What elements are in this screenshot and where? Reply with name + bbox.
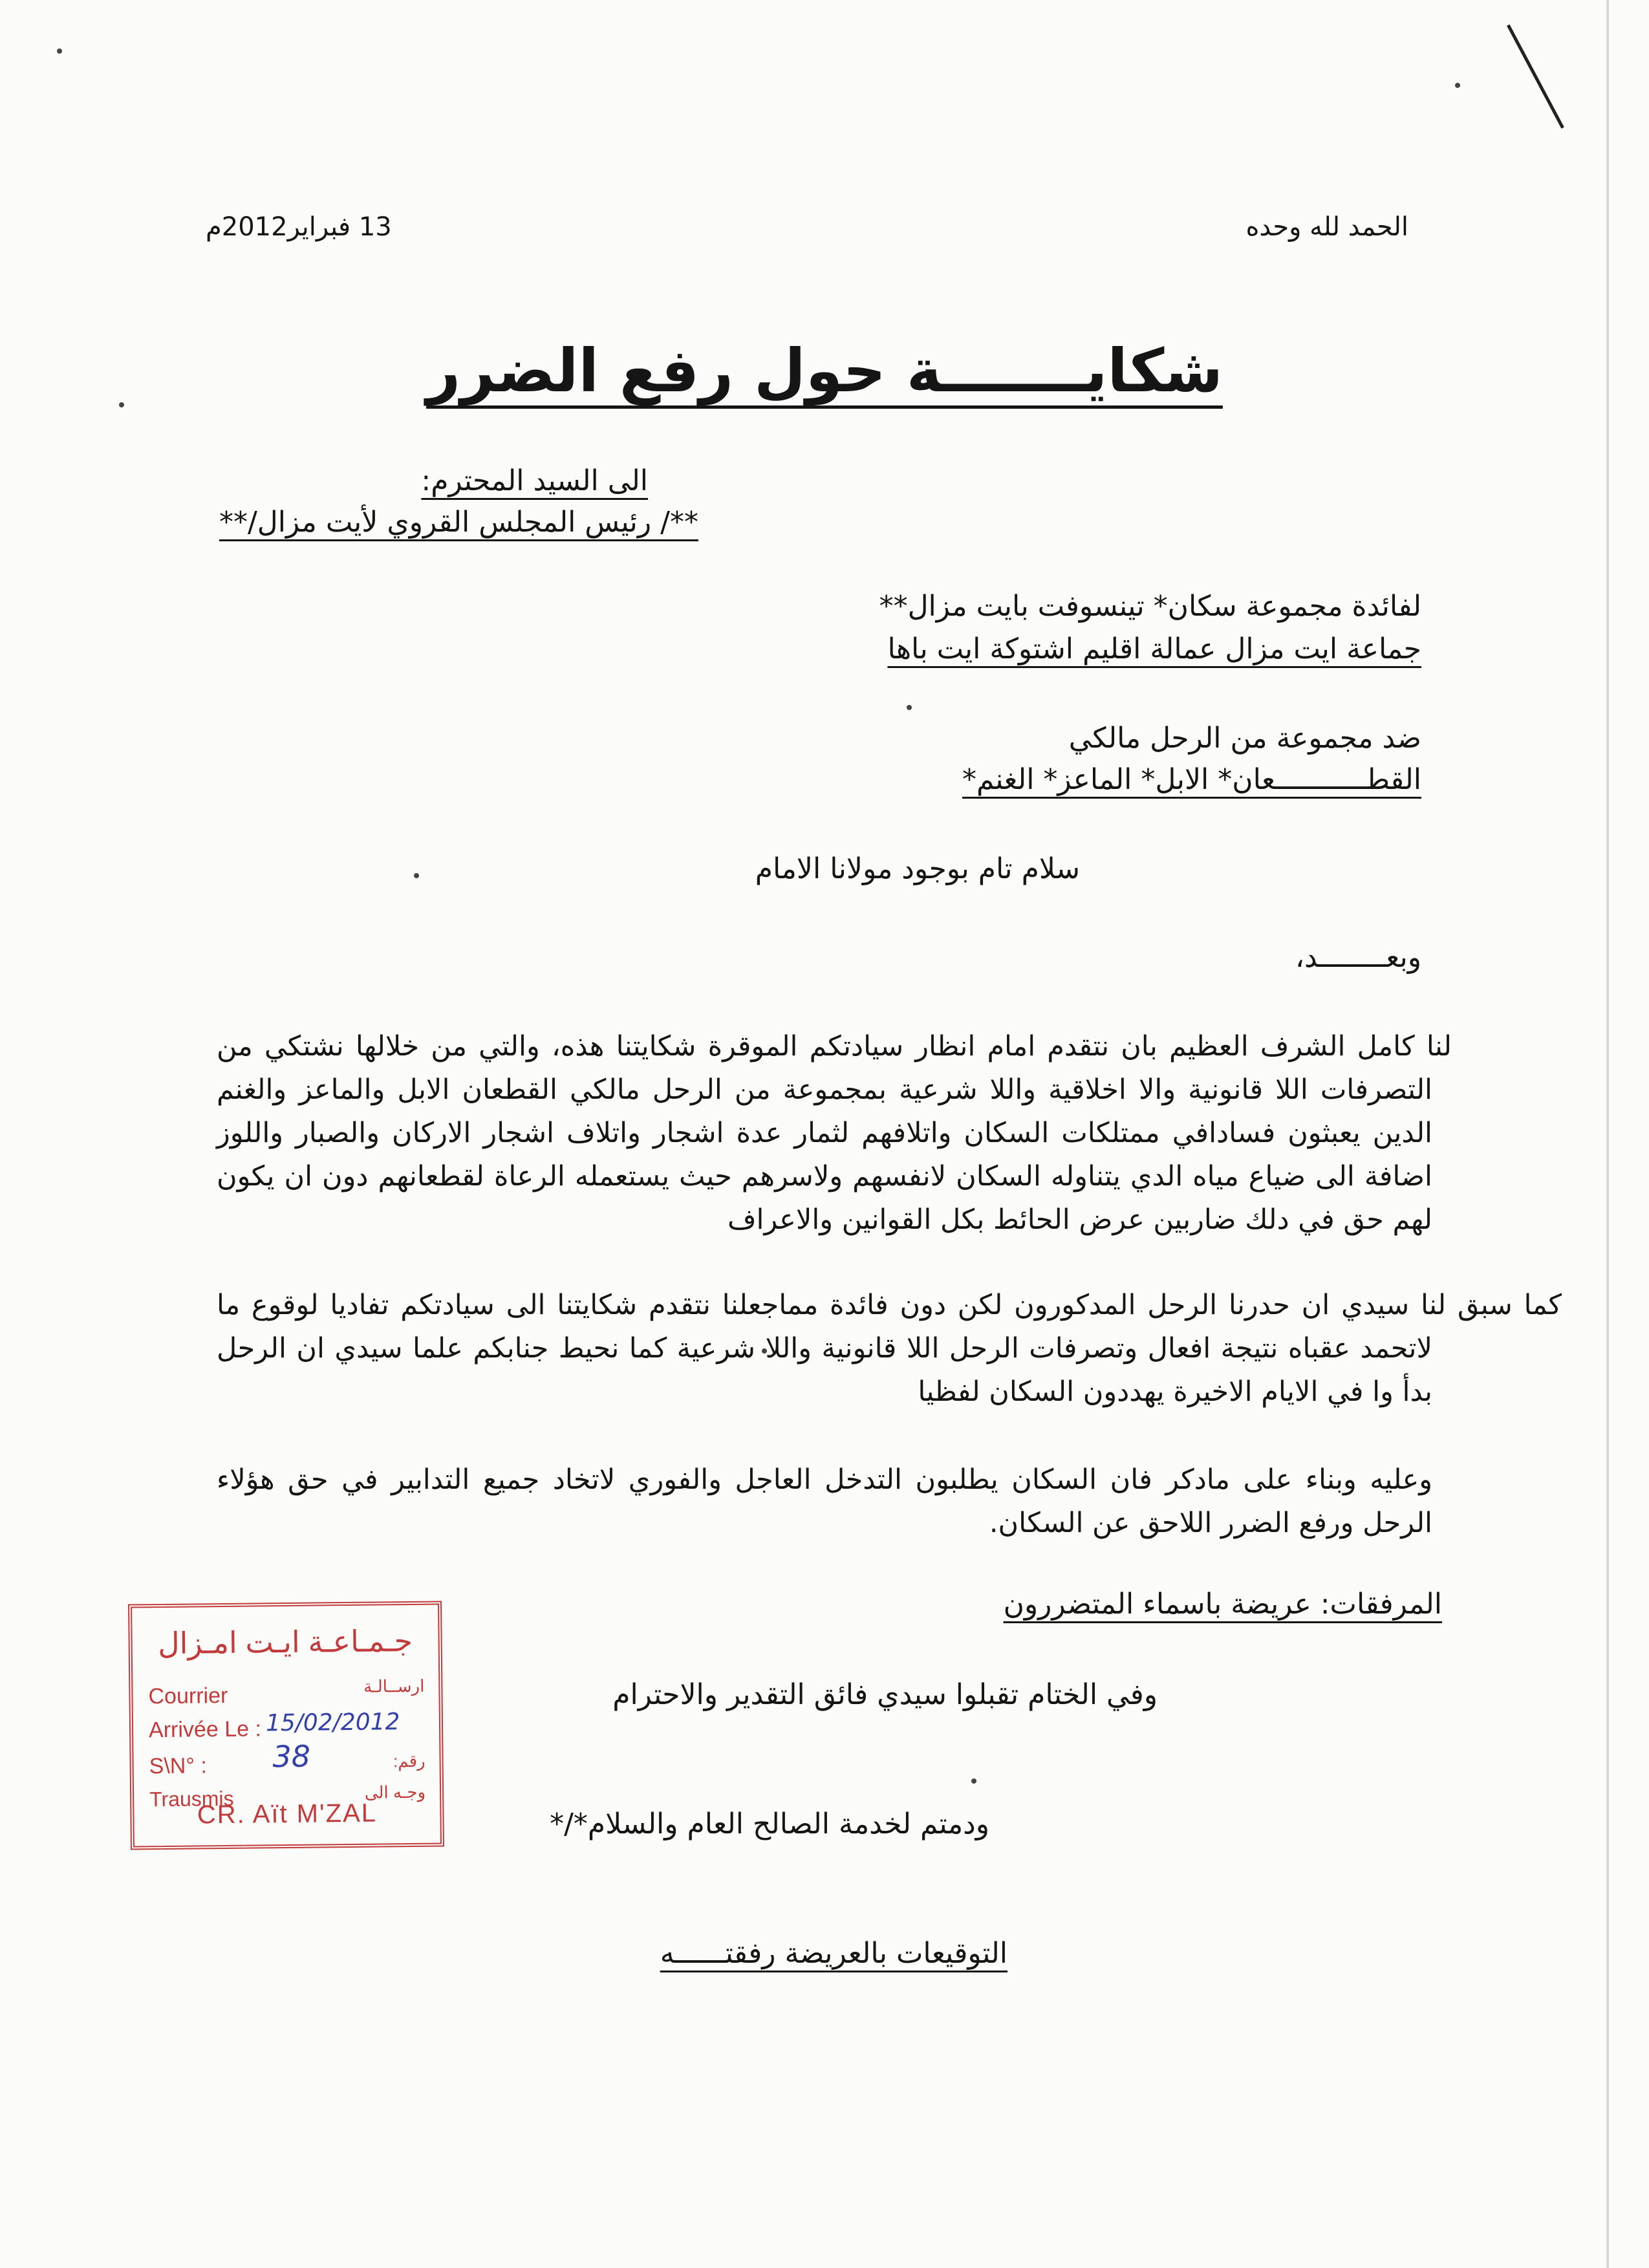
scan-speck [414, 873, 419, 878]
signatures-note: التوقيعات بالعريضة رفقتــــــه [660, 1937, 1008, 1970]
recipient-name: **/ رئيس المجلس القروي لأيت مزال/** [219, 506, 698, 539]
stamp-arrival-date: 15/02/2012 [265, 1709, 400, 1737]
beneficiary-commune: جماعة ايت مزال عمالة اقليم اشتوكة ايت باها [887, 632, 1421, 665]
closing-line-2: ودمتم لخدمة الصالح العام والسلام*/* [550, 1808, 989, 1841]
stamp-number-value: 38 [272, 1738, 311, 1775]
body-paragraph-3: وعليه وبناء على مادكر فان السكان يطلبون التدخل العاجل والفوري لاتخاد جميع التدابير في حق هؤلاء الرحل ورفع الضرر اللاحق عن السكان. [217, 1463, 1432, 1539]
pen-mark [1507, 25, 1564, 129]
respondent-line: ضد مجموعة من الرحل مالكي [1068, 722, 1421, 755]
stamp-number-ar: رقم: [393, 1751, 426, 1771]
scan-speck [57, 49, 62, 54]
greeting: سلام تام بوجود مولانا الامام [755, 852, 1080, 885]
stamp-commune-name: جـمـاعـة ايـت امـزال [157, 1623, 413, 1661]
document-date: 13 فبراير2012م [206, 212, 392, 242]
scan-speck [907, 705, 912, 710]
body-paragraph-1: لنا كامل الشرف العظيم بان نتقدم امام انظار سيادتكم الموقرة شكايتنا هذه، والتي من خلالها نشتكي من التصرفات اللا قانونية والا اخلاقية واللا شرعية بمجموعة من الرحل مالكي القطعان الابل والماعز والغنم الدين يعبثون فسادافي ممتلكات السكان واتلافهم لثمار عدة اشجار واتلاف اشجار الاركان والصبار واللوز اضافة الى ضياع مياه الدي يتناوله السكان لانفسهم ولاسرهم حيث يستعمله الرعاة لقطعانهم دون ان يكون لهم حق في دلك ضاربين عرض الحائط بكل القوانين والاعراف [217, 1030, 1452, 1236]
stamp-courrier-ar: ارســالـة [363, 1676, 425, 1696]
opening: وبعــــــــد، [1295, 941, 1421, 974]
stamp-courrier-label: Courrier [148, 1683, 228, 1709]
stamp-arrival-label: Arrivée Le : [148, 1716, 262, 1743]
closing-line-1: وفي الختام تقبلوا سيدي فائق التقدير والاحترام [612, 1678, 1158, 1711]
attachments-line: المرفقات: عريضة باسماء المتضررون [1003, 1588, 1442, 1621]
respondent-herds: القطـــــــــــعان* الابل* الماعز* الغنم* [962, 763, 1421, 796]
stamp-transmitted-ar: وجـه الى [364, 1782, 426, 1802]
body-paragraph-2: كما سبق لنا سيدي ان حدرنا الرحل المدكورون لكن دون فائدة مماجعلنا نتقدم شكايتنا الى سيادتكم تفاديا لوقوع ما لاتحمد عقباه نتيجة افعال وتصرفات الرحل اللا قانونية واللا شرعية كما نحيط جنابكم علما سيدي ان الرحل بدأ وا في الايام الاخيرة يهددون السكان لفظيا [217, 1289, 1562, 1408]
scan-speck [971, 1778, 976, 1784]
document-title: شكايـــــــة حول رفع الضرر [426, 336, 1223, 405]
stamp-footer: CR. Aït M'ZAL [197, 1798, 378, 1830]
scan-speck [1455, 83, 1460, 88]
recipient-salutation: الى السيد المحترم: [421, 464, 648, 497]
beneficiary-line: لفائدة مجموعة سكان* تينسوفت بايت مزال** [879, 590, 1421, 623]
reception-stamp [128, 1601, 444, 1850]
stamp-number-label: S\N° : [149, 1753, 208, 1779]
basmala-heading: الحمد لله وحده [1245, 212, 1408, 242]
stamp-transmitted-label: Trausmis [149, 1786, 234, 1811]
